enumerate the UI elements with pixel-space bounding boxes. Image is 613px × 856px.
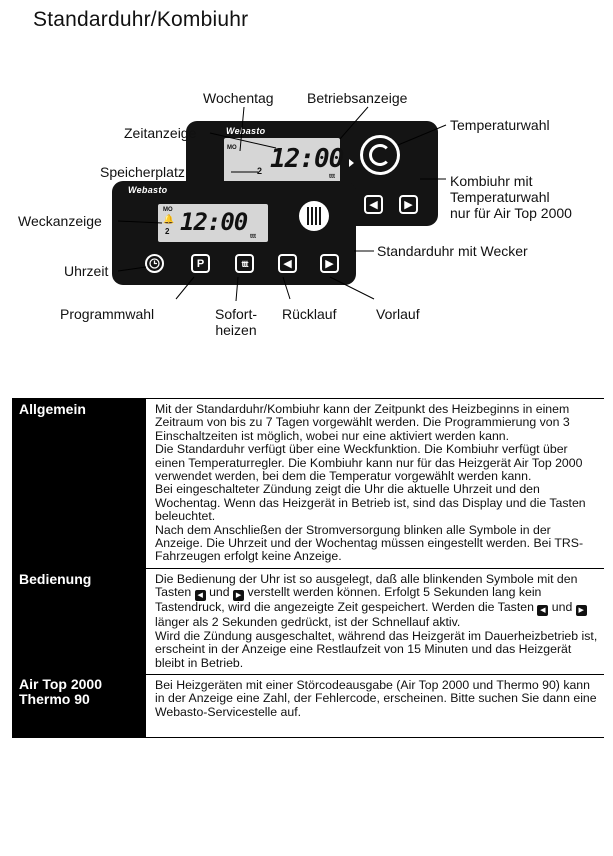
label-uhrzeit: Uhrzeit [64, 263, 109, 279]
table-row-bedienung [12, 568, 604, 674]
heat-indicator-front: ttt [250, 234, 256, 240]
label-weckanzeige: Weckanzeige [18, 213, 102, 229]
text-fragment: und [209, 585, 230, 600]
paragraph: Mit der Standarduhr/Kombiuhr kann der Zeitpunkt des Heizbeginns in einem Zeitraum von bis zu 7 Tagen vorgewählt werden. Die Programmierung von 3 Einschaltzeiten ist möglich, wobei nur eine aktiviert werden kann. [155, 402, 570, 443]
label-zeitanzeige: Zeitanzeige [124, 125, 197, 141]
rewind-button[interactable]: ◀ [278, 254, 297, 273]
label-wochentag: Wochentag [203, 90, 274, 106]
table-row-airtop [12, 674, 604, 737]
time-display: 12:00 [270, 144, 344, 174]
row-heading: Allgemein [12, 399, 146, 569]
paragraph: Nach dem Anschließen der Stromversorgung blinken alle Symbole in der Anzeige. Die Uhrzeit und der Wochentag müssen eingestellt werden. Bei TRS-Fahrzeugen erfolgt keine Anzeige. [155, 522, 584, 564]
bell-icon: 🔔 [163, 214, 175, 224]
info-table [12, 398, 604, 738]
left-arrow-button[interactable]: ◀ [364, 195, 383, 214]
label-betriebsanzeige: Betriebsanzeige [307, 90, 408, 106]
memory-indicator: 2 [257, 166, 263, 176]
paragraph [155, 573, 598, 630]
table-row-allgemein [12, 399, 604, 569]
clock-diagram [0, 85, 613, 350]
day-indicator: MO [227, 145, 237, 151]
text-fragment: länger als 2 Sekunden gedrückt, ist der Schnellauf aktiv. [155, 615, 461, 630]
paragraph: Die Standarduhr verfügt über eine Weckfunktion. Die Kombiuhr verfügt über einen Temperaturregler. Die Kombiuhr kann nur für das Heizgerät Air Top 2000 verwendet werden, bei dem die Temperatur vorgewählt werden kann. [155, 442, 583, 484]
row-body [146, 674, 605, 737]
heat-button[interactable]: ttt [235, 254, 254, 273]
brand-logo: Webasto [226, 126, 266, 136]
time-display-front: 12:00 [180, 208, 248, 236]
label-speicherplatz: Speicherplatz [100, 164, 185, 180]
left-arrow-icon: ◀ [537, 605, 548, 616]
label-standarduhr: Standarduhr mit Wecker [377, 243, 528, 259]
row-body [146, 399, 605, 569]
label-vorlauf: Vorlauf [376, 306, 420, 322]
label-programmwahl: Programmwahl [60, 306, 155, 322]
label-sofortheizen: Sofort- heizen [214, 306, 257, 338]
text-fragment: und [551, 600, 573, 615]
paragraph: Wird die Zündung ausgeschaltet, während das Heizgerät im Dauerheizbetrieb ist, erscheint in der Anzeige eine Restlaufzeit von 15 Minuten und das Heizgerät bleibt in Betrieb. [155, 628, 598, 670]
label-temperaturwahl: Temperaturwahl [450, 117, 550, 133]
text-fragment: Die Bedienung der Uhr ist so ausgelegt, daß alle blinkenden Symbole mit den Tasten [155, 571, 578, 600]
right-arrow-icon: ▶ [233, 590, 244, 601]
page-title: Standarduhr/Kombiuhr [33, 8, 249, 31]
text-fragment: verstellt werden können. Erfolgt 5 Sekunden lang kein Tastendruck, wird die angezeigte Zeit gespeichert. Werden die Tasten [155, 585, 542, 615]
label-ruecklauf: Rücklauf [282, 306, 337, 322]
memory-indicator-front: 2 [165, 227, 170, 236]
row-heading: Air Top 2000 Thermo 90 [12, 674, 146, 737]
forward-button[interactable]: ▶ [320, 254, 339, 273]
label-kombiuhr: Kombiuhr mit Temperaturwahl nur für Air Top 2000 [450, 173, 572, 221]
row-body [146, 568, 605, 674]
right-arrow-button[interactable]: ▶ [399, 195, 418, 214]
paragraph: Bei eingeschalteter Zündung zeigt die Uhr die aktuelle Uhrzeit und den Wochentag. Wenn das Heizgerät in Betrieb ist, sind das Display und die Tasten beleuchtet. [155, 482, 586, 524]
program-button[interactable]: P [191, 254, 210, 273]
paragraph: Bei Heizgeräten mit einer Störcodeausgabe (Air Top 2000 und Thermo 90) kann in der Anzeige eine Zahl, der Fehlercode, erscheinen. Bitte suchen Sie dann eine Webasto-Servicestelle auf. [155, 677, 597, 719]
left-arrow-icon: ◀ [195, 590, 206, 601]
row-heading: Bedienung [12, 568, 146, 674]
brand-logo-front: Webasto [128, 185, 168, 195]
heat-indicator: ttt [329, 174, 335, 180]
right-arrow-icon: ▶ [576, 605, 587, 616]
day-indicator-front: MO [163, 207, 173, 213]
